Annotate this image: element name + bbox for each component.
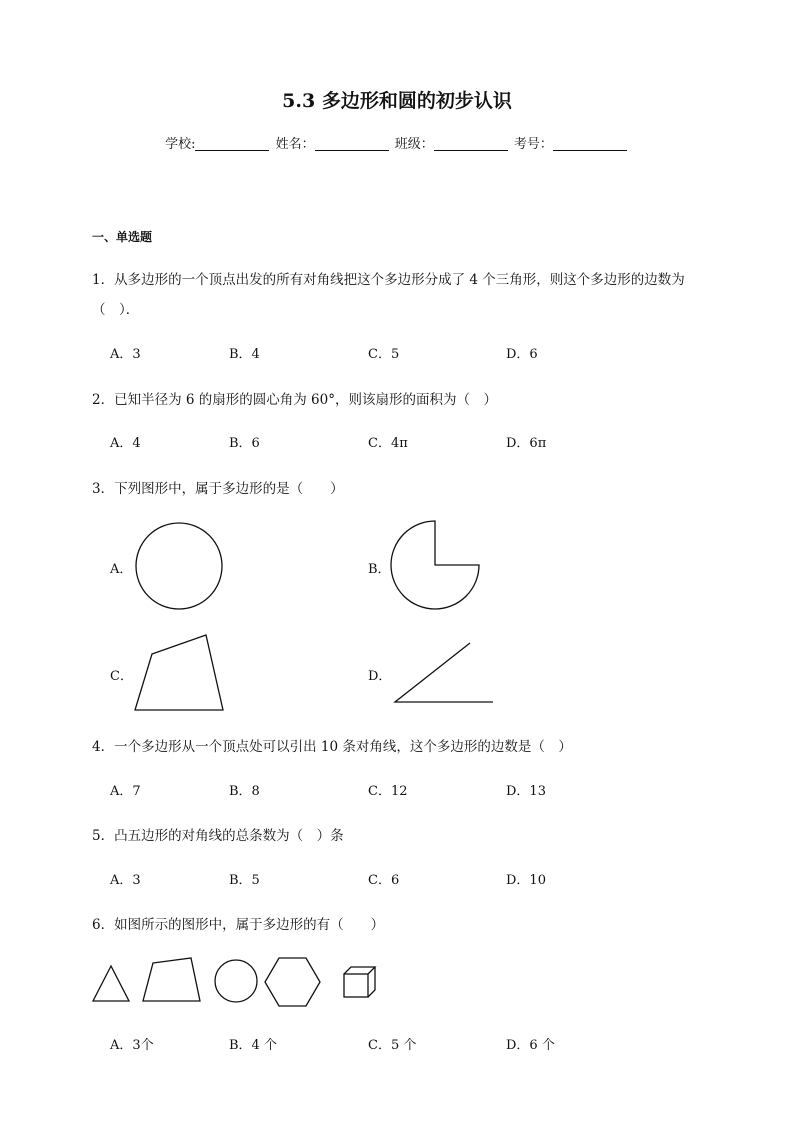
q2-option-a[interactable]: A．4 xyxy=(110,436,141,451)
class-label: 班级： xyxy=(394,137,434,152)
name-blank[interactable] xyxy=(315,136,389,151)
question-5-text: 5．凸五边形的对角线的总条数为（ ）条 xyxy=(92,828,344,844)
angle-icon xyxy=(390,638,500,710)
section-heading: 一、单选题 xyxy=(92,230,153,244)
q2-option-d[interactable]: D．6π xyxy=(506,436,547,451)
quadrilateral-icon xyxy=(130,630,230,715)
q4-option-b[interactable]: B．8 xyxy=(229,784,260,799)
quadrilateral-icon xyxy=(140,955,205,1005)
triangle-icon xyxy=(90,963,134,1005)
q5-option-a[interactable]: A．3 xyxy=(110,873,141,888)
school-blank[interactable] xyxy=(195,136,269,151)
circle-icon xyxy=(213,958,261,1006)
question-6-text: 6．如图所示的图形中，属于多边形的有（ ） xyxy=(92,917,385,933)
q3-option-d[interactable]: D． xyxy=(368,669,392,684)
cube-icon xyxy=(341,965,381,1001)
q3-option-b[interactable]: B． xyxy=(368,562,391,577)
question-2-text: 2．已知半径为 6 的扇形的圆心角为 60°，则该扇形的面积为（ ） xyxy=(92,392,497,408)
q4-option-a[interactable]: A．7 xyxy=(110,784,141,799)
q3-option-c[interactable]: C． xyxy=(110,669,133,684)
q6-option-b[interactable]: B．4 个 xyxy=(229,1038,277,1053)
q4-option-c[interactable]: C．12 xyxy=(368,784,408,799)
school-label: 学校: xyxy=(165,137,196,152)
page-title: 5.3 多边形和圆的初步认识 xyxy=(282,90,512,112)
q6-option-d[interactable]: D．6 个 xyxy=(506,1038,555,1053)
circle-icon xyxy=(135,522,225,612)
name-label: 姓名： xyxy=(275,137,315,152)
exam-number-label: 考号： xyxy=(513,137,553,152)
hexagon-icon xyxy=(262,955,324,1009)
q5-option-c[interactable]: C．6 xyxy=(368,873,400,888)
class-blank[interactable] xyxy=(434,136,508,151)
q5-option-d[interactable]: D．10 xyxy=(506,873,546,888)
q6-option-c[interactable]: C．5 个 xyxy=(368,1038,417,1053)
q1-option-b[interactable]: B．4 xyxy=(229,347,260,362)
question-1-text: 1．从多边形的一个顶点出发的所有对角线把这个多边形分成了 4 个三角形，则这个多边形的边数为 xyxy=(92,272,685,288)
three-quarter-sector-icon xyxy=(391,520,483,612)
q1-option-c[interactable]: C．5 xyxy=(368,347,400,362)
question-1-text-cont: （ ）． xyxy=(92,302,140,318)
q1-option-d[interactable]: D．6 xyxy=(506,347,538,362)
q3-option-a[interactable]: A． xyxy=(110,562,133,577)
question-3-text: 3．下列图形中，属于多边形的是（ ） xyxy=(92,481,344,497)
student-info-line xyxy=(0,133,794,152)
exam-number-blank[interactable] xyxy=(553,136,627,151)
q5-option-b[interactable]: B．5 xyxy=(229,873,260,888)
q6-option-a[interactable]: A．3个 xyxy=(110,1038,154,1053)
q4-option-d[interactable]: D．13 xyxy=(506,784,546,799)
q2-option-c[interactable]: C．4π xyxy=(368,436,408,451)
question-4-text: 4．一个多边形从一个顶点处可以引出 10 条对角线，这个多边形的边数是（ ） xyxy=(92,739,572,755)
q1-option-a[interactable]: A．3 xyxy=(110,347,141,362)
q2-option-b[interactable]: B．6 xyxy=(229,436,260,451)
